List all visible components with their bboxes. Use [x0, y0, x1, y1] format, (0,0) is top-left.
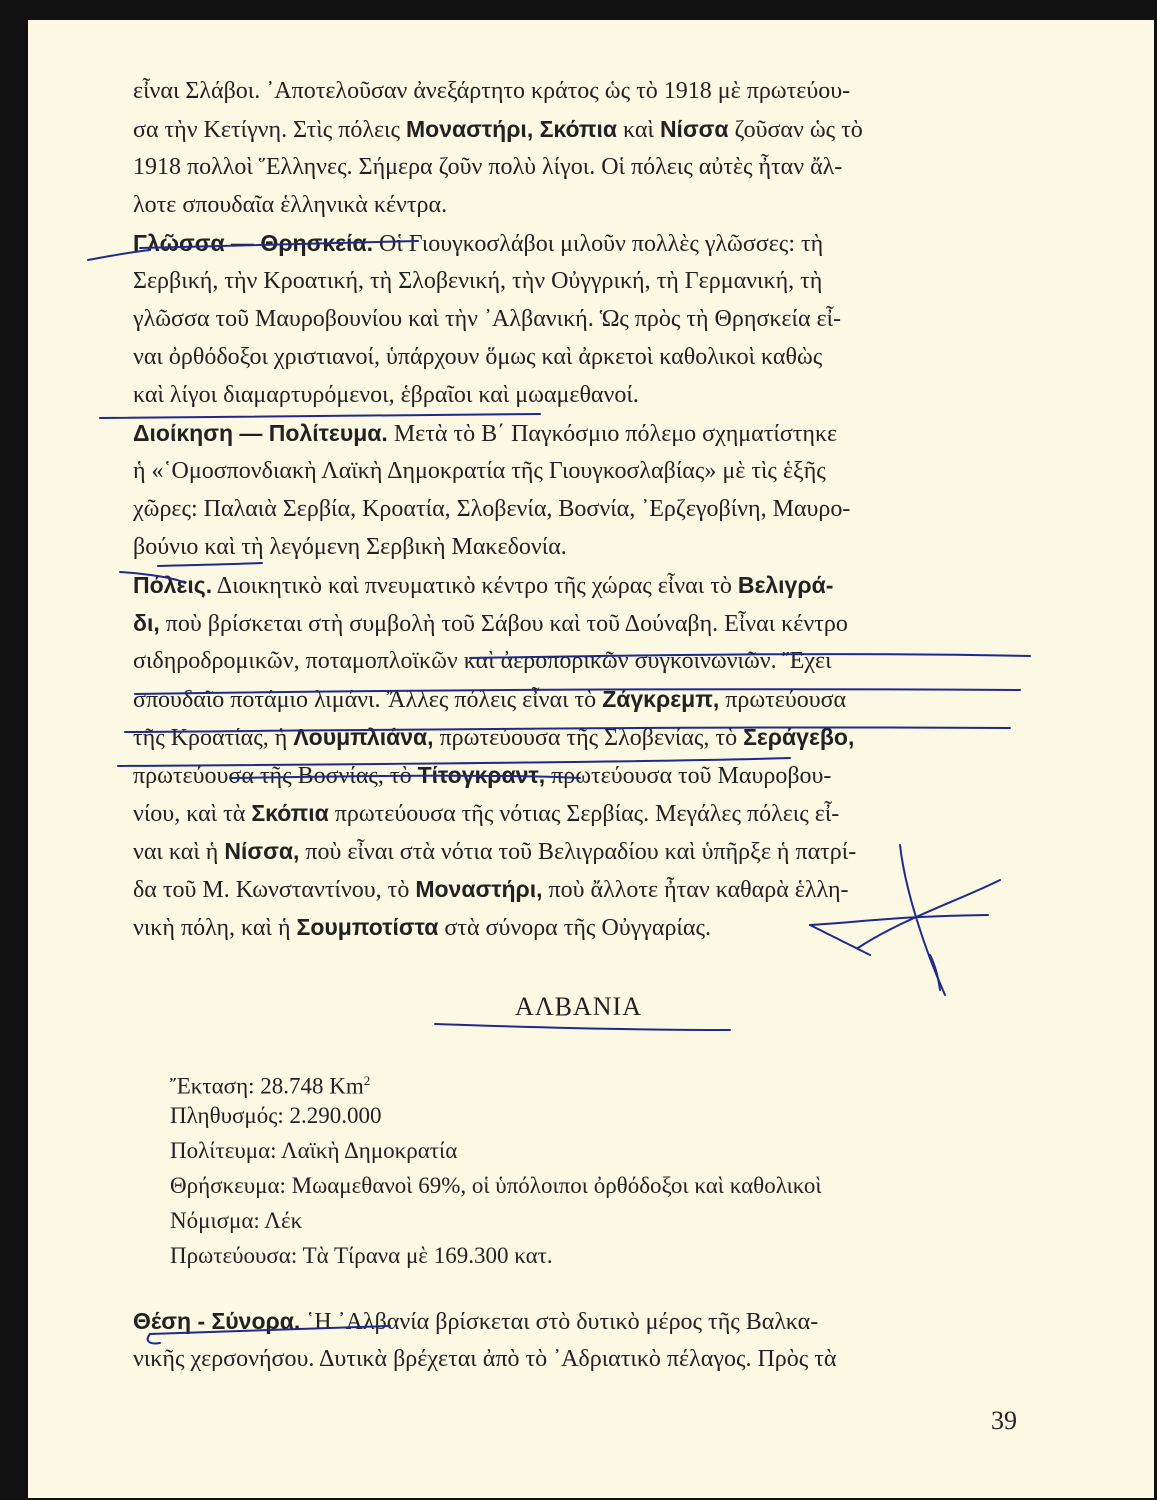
text-run: νίου, καὶ τὰ: [133, 801, 252, 827]
body-text-yugoslavia: [133, 72, 1013, 946]
text-line: [133, 794, 1013, 832]
fact-value: Λέκ: [264, 1208, 303, 1233]
paragraph-heading: Πόλεις.: [133, 572, 213, 598]
bold-place-name: Νίσσα,: [224, 838, 300, 864]
bold-place-name: Ζάγκρεμπ,: [602, 686, 720, 712]
fact-value: 2.290.000: [289, 1103, 382, 1128]
text-run: σα τὴν Κετίγνη. Στὶς πόλεις: [133, 117, 407, 143]
text-run: Μετὰ τὸ Β΄ Παγκόσμιο πόλεμο σχηματίστηκε: [387, 421, 838, 447]
bold-place-name: δι,: [133, 610, 160, 636]
text-run: πρωτεύουσα τοῦ Μαυροβου-: [545, 763, 832, 789]
text-run: νικῆς χερσονήσου. Δυτικὰ βρέχεται ἀπὸ τὸ ᾿Αδριατικὸ πέλαγος. Πρὸς τὰ: [133, 1346, 837, 1372]
text-run: νικὴ πόλη, καὶ ἡ: [133, 915, 297, 941]
text-run: ποὺ εἶναι στὰ νότια τοῦ Βελιγραδίου καὶ ὑπῆρξε ἡ πατρί-: [299, 839, 857, 865]
text-run: 1918 πολλοὶ Ἕλληνες. Σήμερα ζοῦν πολὺ λίγοι. Οἱ πόλεις αὐτὲς ἦταν ἄλ-: [133, 154, 843, 180]
text-run: σιδηροδρομικῶν, ποταμοπλοϊκῶν καὶ ἀεροπορικῶν συγκοινωνιῶν. Ἔχει: [133, 648, 832, 674]
text-run: Διοικητικὸ καὶ πνευματικὸ κέντρο τῆς χώρας εἶναι τὸ: [212, 573, 738, 599]
text-run: καὶ λίγοι διαμαρτυρόμενοι, ἑβραῖοι καὶ μωαμεθανοί.: [133, 382, 639, 408]
fact-row: [170, 1098, 1030, 1133]
bold-place-name: Μοναστήρι,: [415, 876, 543, 902]
fact-row: [170, 1063, 1030, 1098]
text-line: [133, 832, 1013, 870]
text-run: ἡ «῾Ομοσπονδιακὴ Λαϊκὴ Δημοκρατία τῆς Γιουγκοσλαβίας» μὲ τὶς ἑξῆς: [133, 458, 826, 484]
text-run: λοτε σπουδαῖα ἑλληνικὰ κέντρα.: [133, 192, 448, 218]
text-line: [133, 490, 1013, 528]
paragraph-language-religion: [133, 224, 1013, 414]
text-run: πρωτεύουσα τῆς Βοσνίας, τὸ: [133, 763, 418, 789]
fact-label: Πληθυσμός:: [170, 1103, 290, 1128]
fact-label: Νόμισμα:: [170, 1208, 265, 1233]
body-text-albania: [133, 1302, 1013, 1378]
text-run: δα τοῦ Μ. Κωνσταντίνου, τὸ: [133, 877, 416, 903]
fact-value: Τὰ Τίρανα μὲ 169.300 κατ.: [302, 1243, 553, 1268]
text-line: [133, 262, 1013, 300]
text-line: [133, 72, 1013, 110]
text-run: χῶρες: Παλαιὰ Σερβία, Κροατία, Σλοβενία, Βοσνία, ᾿Ερζεγοβίνη, Μαυρο-: [133, 496, 851, 522]
text-line: [133, 756, 1013, 794]
paragraph-cities: [133, 566, 1013, 946]
bold-place-name: Σκόπια: [251, 800, 329, 826]
albania-facts-list: [170, 1063, 1030, 1273]
text-line: [133, 148, 1013, 186]
text-line: [133, 186, 1013, 224]
paragraph-heading: Θέση - Σύνορα.: [133, 1308, 301, 1334]
text-line: [133, 680, 1013, 718]
fact-value: Μωαμεθανοὶ 69%, οἱ ὑπόλοιποι ὀρθόδοξοι καὶ καθολικοὶ: [291, 1173, 822, 1198]
fact-value: Λαϊκὴ Δημοκρατία: [281, 1138, 458, 1163]
paragraph-position-borders: [133, 1302, 1013, 1378]
text-run: Σερβική, τὴν Κροατική, τὴ Σλοβενική, τὴν Οὐγγρική, τὴ Γερμανική, τὴ: [133, 268, 823, 294]
text-run: ναι ὀρθόδοξοι χριστιανοί, ὑπάρχουν ὅμως καὶ ἀρκετοὶ καθολικοὶ καθὼς: [133, 344, 823, 370]
text-run: ζοῦσαν ὡς τὸ: [728, 117, 863, 143]
fact-row: [170, 1203, 1030, 1238]
text-line: [133, 376, 1013, 414]
text-line: [133, 224, 1013, 262]
text-run: Οἱ Γιουγκοσλάβοι μιλοῦν πολλὲς γλῶσσες: τὴ: [373, 231, 824, 257]
bold-place-name: Σουμποτίστα: [296, 914, 439, 940]
text-line: [133, 110, 1013, 148]
text-run: πρωτεύουσα τῆς νότιας Σερβίας. Μεγάλες πόλεις εἶ-: [328, 801, 840, 827]
fact-row: [170, 1238, 1030, 1273]
text-line: [133, 718, 1013, 756]
text-line: [133, 452, 1013, 490]
text-line: [133, 642, 1013, 680]
text-line: [133, 338, 1013, 376]
bold-place-name: Βελιγρά-: [737, 572, 834, 598]
paragraph-history: [133, 72, 1013, 224]
text-run: ποὺ βρίσκεται στὴ συμβολὴ τοῦ Σάβου καὶ τοῦ Δούναβη. Εἶναι κέντρο: [159, 611, 848, 637]
text-run: πρωτεύουσα τῆς Σλοβενίας, τὸ: [433, 725, 744, 751]
fact-superscript: 2: [363, 1073, 371, 1088]
text-run: εἶναι Σλάβοι. ᾿Αποτελοῦσαν ἀνεξάρτητο κράτος ὡς τὸ 1918 μὲ πρωτεύου-: [133, 78, 851, 104]
section-title-albania: ΑΛΒΑΝΙΑ: [515, 992, 642, 1021]
text-run: ποὺ ἄλλοτε ἦταν καθαρὰ ἑλλη-: [542, 877, 849, 903]
text-run: ῾Η ᾿Αλβανία βρίσκεται στὸ δυτικὸ μέρος τῆς Βαλκα-: [300, 1309, 819, 1335]
fact-row: [170, 1168, 1030, 1203]
text-run: σπουδαῖο ποτάμιο λιμάνι. Ἄλλες πόλεις εἶναι τὸ: [133, 687, 603, 713]
text-line: [133, 300, 1013, 338]
bold-place-name: Μοναστήρι, Σκόπια: [406, 116, 618, 142]
text-line: [133, 414, 1013, 452]
text-run: βούνιο καὶ τὴ λεγόμενη Σερβικὴ Μακεδονία.: [133, 534, 567, 560]
text-run: καὶ: [617, 117, 660, 143]
text-run: πρωτεύουσα: [719, 687, 847, 713]
text-run: ναι καὶ ἡ: [133, 839, 225, 865]
paragraph-administration: [133, 414, 1013, 566]
page-number: 39: [991, 1406, 1017, 1435]
bold-place-name: Σεράγεβο,: [743, 724, 855, 750]
text-line: [133, 528, 1013, 566]
paragraph-heading: Διοίκηση — Πολίτευμα.: [133, 420, 388, 446]
text-line: [133, 1340, 1013, 1378]
bold-place-name: Λουμπλιάνα,: [293, 724, 434, 750]
fact-value: 28.748 Km: [260, 1073, 364, 1098]
bold-place-name: Νίσσα: [659, 116, 729, 142]
text-run: τῆς Κροατίας, ἡ: [133, 725, 294, 751]
text-run: στὰ σύνορα τῆς Οὐγγαρίας.: [438, 915, 711, 941]
fact-row: [170, 1133, 1030, 1168]
paragraph-heading: Γλῶσσα — Θρησκεία.: [133, 230, 373, 256]
bold-place-name: Τίτογκραντ,: [417, 762, 546, 788]
text-line: [133, 604, 1013, 642]
text-line: [133, 908, 1013, 946]
fact-label: Ἔκταση:: [170, 1073, 261, 1098]
text-line: [133, 1302, 1013, 1340]
text-line: [133, 566, 1013, 604]
fact-label: Θρήσκευμα:: [170, 1173, 292, 1198]
fact-label: Πρωτεύουσα:: [170, 1243, 303, 1268]
text-run: γλῶσσα τοῦ Μαυροβουνίου καὶ τὴν ᾿Αλβανική. Ὡς πρὸς τὴ Θρησκεία εἶ-: [133, 306, 842, 332]
fact-label: Πολίτευμα:: [170, 1138, 281, 1163]
text-line: [133, 870, 1013, 908]
